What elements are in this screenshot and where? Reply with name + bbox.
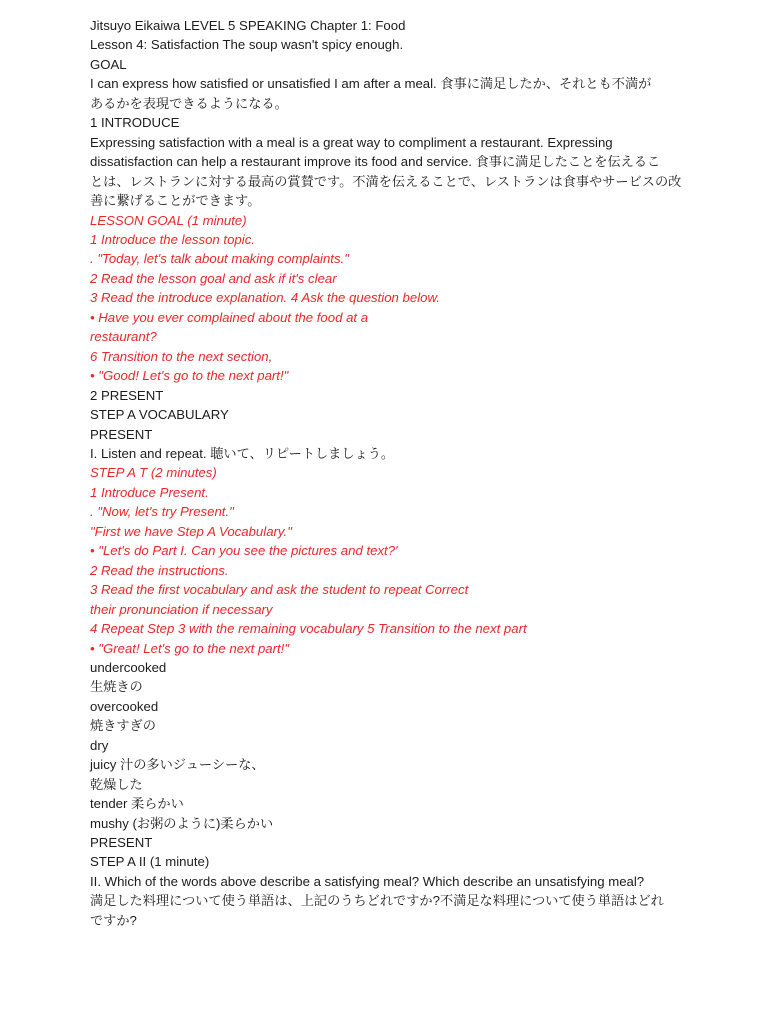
text-line: dry <box>90 737 109 753</box>
teacher-note-line: "First we have Step A Vocabulary." <box>90 523 292 539</box>
text-line: juicy 汁の多いジューシーな、 <box>90 757 265 773</box>
text-line: overcooked <box>90 698 159 714</box>
text-line: 生焼きの <box>90 679 143 695</box>
teacher-note-line: • "Good! Let's go to the next part!" <box>90 368 289 384</box>
teacher-note-line: 1 Introduce Present. <box>90 484 209 500</box>
text-line: I. Listen and repeat. 聴いて、リピートしましょう。 <box>90 445 395 461</box>
text-line: あるかを表現できるようになる。 <box>90 95 288 111</box>
teacher-note-line: 4 Repeat Step 3 with the remaining vocabulary 5 Transition to the next part <box>90 621 527 637</box>
text-line: STEP A VOCABULARY <box>90 407 229 423</box>
teacher-note-line: 3 Read the introduce explanation. 4 Ask the question below. <box>90 290 440 306</box>
teacher-note-line: . "Today, let's talk about making complaints." <box>90 251 349 267</box>
text-line: 満足した料理について使う単語は、上記のうちどれですか?不満足な料理について使う単語はどれ <box>90 893 664 909</box>
text-line: 2 PRESENT <box>90 387 164 403</box>
text-line: mushy (お粥のように)柔らかい <box>90 815 274 831</box>
teacher-note-line: 1 Introduce the lesson topic. <box>90 231 255 247</box>
teacher-note-line: their pronunciation if necessary <box>90 601 273 617</box>
teacher-note-line: LESSON GOAL (1 minute) <box>90 212 247 228</box>
text-line: ですか? <box>90 912 137 928</box>
teacher-note-line: 6 Transition to the next section, <box>90 348 273 364</box>
text-line: STEP A II (1 minute) <box>90 854 210 870</box>
teacher-note-line: 2 Read the instructions. <box>90 562 229 578</box>
text-line: undercooked <box>90 659 167 675</box>
teacher-note-line: • "Great! Let's go to the next part!" <box>90 640 290 656</box>
text-line: dissatisfaction can help a restaurant improve its food and service. 食事に満足したことを伝えるこ <box>90 154 661 170</box>
teacher-note-line: • Have you ever complained about the food at a <box>90 309 369 325</box>
teacher-note-line: . "Now, let's try Present." <box>90 504 234 520</box>
document-page <box>90 16 680 930</box>
text-line: とは、レストランに対する最高の賞賛です。不満を伝えることで、レストランは食事やサービスの改 <box>90 173 682 189</box>
text-line: 乾燥した <box>90 776 143 792</box>
text-line: GOAL <box>90 56 127 72</box>
text-line: tender 柔らかい <box>90 796 184 812</box>
text-line: II. Which of the words above describe a satisfying meal? Which describe an unsatisfying meal? <box>90 873 645 889</box>
teacher-note-line: 3 Read the first vocabulary and ask the student to repeat Correct <box>90 582 469 598</box>
text-line: 善に繋げることができます。 <box>90 193 261 209</box>
text-line: Jitsuyo Eikaiwa LEVEL 5 SPEAKING Chapter 1: Food <box>90 18 406 33</box>
text-line: Expressing satisfaction with a meal is a great way to compliment a restaurant. Expressing <box>90 134 613 150</box>
text-line: Lesson 4: Satisfaction The soup wasn't spicy enough. <box>90 37 404 53</box>
teacher-note-line: restaurant? <box>90 329 157 345</box>
text-line: PRESENT <box>90 835 153 851</box>
text-line: I can express how satisfied or unsatisfied I am after a meal. 食事に満足したか、それとも不満が <box>90 76 652 92</box>
text-line: 1 INTRODUCE <box>90 115 180 131</box>
text-line: PRESENT <box>90 426 153 442</box>
teacher-note-line: 2 Read the lesson goal and ask if it's clear <box>90 270 337 286</box>
teacher-note-line: • "Let's do Part I. Can you see the pictures and text?' <box>90 543 398 559</box>
text-line: 焼きすぎの <box>90 718 156 734</box>
teacher-note-line: STEP A T (2 minutes) <box>90 465 217 481</box>
